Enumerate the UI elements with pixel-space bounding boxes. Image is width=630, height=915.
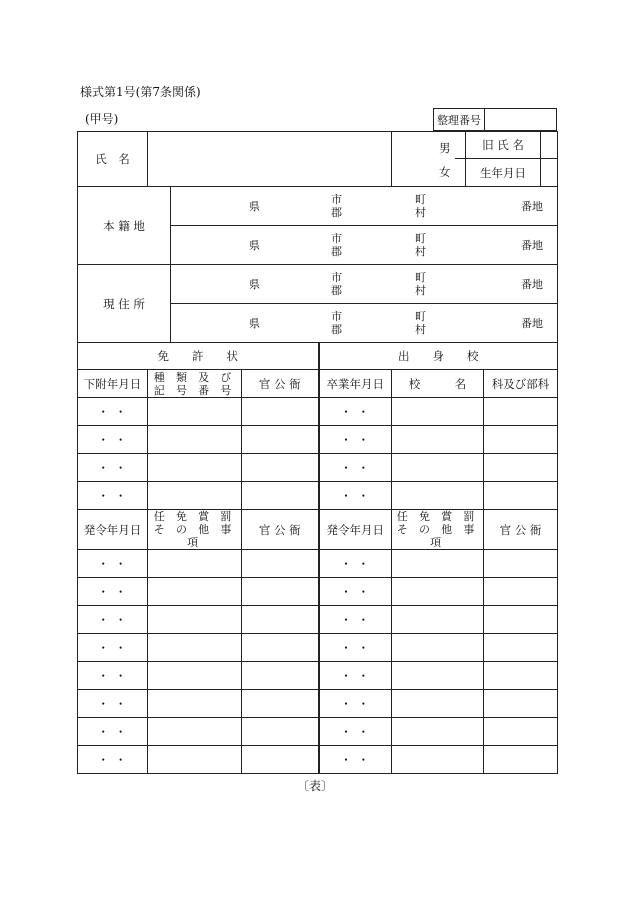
appointment-date-cell[interactable]: ・ ・ (319, 634, 392, 662)
license-office-cell[interactable] (242, 482, 319, 510)
page-side-label: 〔表〕 (296, 779, 333, 793)
appointment-date-cell[interactable]: ・ ・ (78, 634, 148, 662)
appointment-date-cell[interactable]: ・ ・ (319, 606, 392, 634)
table-row (78, 398, 558, 426)
pref-unit: 県 (249, 200, 260, 213)
lot-unit: 番地 (521, 317, 543, 330)
license-office-header: 官 公 衙 (242, 370, 319, 398)
license-type-cell[interactable] (148, 454, 242, 482)
appointment-item-cell[interactable] (148, 634, 242, 662)
school-section-title: 出 身 校 (319, 343, 558, 370)
appointment-rows (78, 550, 558, 774)
pref-unit: 県 (249, 239, 260, 252)
table-row (78, 662, 558, 690)
appointment-item-cell[interactable] (392, 662, 484, 690)
appointment-date-cell[interactable]: ・ ・ (319, 550, 392, 578)
city-unit: 市 (331, 193, 342, 206)
table-row (78, 550, 558, 578)
spacer-cell (455, 132, 466, 159)
appointment-office-cell[interactable] (242, 550, 319, 578)
form-title: 様式第1号(第7条関係) (80, 85, 201, 99)
license-type-cell[interactable] (148, 426, 242, 454)
appointment-office-cell[interactable] (484, 606, 558, 634)
appointment-office-cell[interactable] (242, 578, 319, 606)
appointment-date-cell[interactable]: ・ ・ (319, 690, 392, 718)
appointment-office-cell[interactable] (242, 662, 319, 690)
village-unit: 村 (415, 245, 426, 258)
school-name-cell[interactable] (392, 398, 484, 426)
license-date-cell[interactable]: ・ ・ (78, 398, 148, 426)
appointment-office-cell[interactable] (242, 718, 319, 746)
license-section-title: 免 許 状 (78, 343, 319, 370)
appointment-office-header: 官 公 衙 (484, 510, 558, 550)
appointment-office-cell[interactable] (484, 690, 558, 718)
lot-unit: 番地 (521, 200, 543, 213)
table-row (78, 426, 558, 454)
license-date-cell[interactable]: ・ ・ (78, 454, 148, 482)
serial-number-label: 整理番号 (434, 109, 485, 130)
town-village-unit (415, 310, 426, 336)
birth-date-label: 生年月日 (466, 159, 541, 187)
appointment-item-cell[interactable] (148, 578, 242, 606)
pref-unit: 県 (249, 278, 260, 291)
domicile-label: 本 籍 地 (78, 187, 171, 265)
license-date-header: 下附年月日 (78, 370, 148, 398)
school-dept-header: 科及び部科 (484, 370, 558, 398)
school-name-cell[interactable] (392, 454, 484, 482)
county-unit: 郡 (331, 284, 342, 297)
spacer-cell (455, 159, 466, 187)
license-office-cell[interactable] (242, 454, 319, 482)
license-type-header-line1: 種 類 及 び (153, 370, 236, 384)
residence-address-line[interactable] (171, 265, 558, 304)
former-name-field[interactable] (541, 132, 558, 159)
serial-number-field[interactable] (485, 109, 556, 130)
school-dept-cell[interactable] (484, 454, 558, 482)
appointment-office-cell[interactable] (242, 746, 319, 774)
town-unit: 町 (415, 310, 426, 323)
school-name-cell[interactable] (392, 482, 484, 510)
county-unit: 郡 (331, 323, 342, 336)
table-row (78, 690, 558, 718)
name-label: 氏 名 (78, 132, 148, 187)
former-name-label: 旧 氏 名 (466, 132, 541, 159)
appointment-date-cell[interactable]: ・ ・ (78, 606, 148, 634)
appointment-item-cell[interactable] (392, 718, 484, 746)
town-unit: 町 (415, 271, 426, 284)
appointment-date-cell[interactable]: ・ ・ (78, 718, 148, 746)
appointment-item-cell[interactable] (148, 690, 242, 718)
table-row (78, 482, 558, 510)
license-type-cell[interactable] (148, 482, 242, 510)
appointment-date-cell[interactable]: ・ ・ (78, 578, 148, 606)
female-option[interactable]: 女 (439, 165, 451, 179)
appointment-date-cell[interactable]: ・ ・ (319, 746, 392, 774)
name-field[interactable] (148, 132, 392, 187)
appointment-office-cell[interactable] (484, 634, 558, 662)
license-office-cell[interactable] (242, 398, 319, 426)
lot-unit: 番地 (521, 278, 543, 291)
appointment-date-cell[interactable]: ・ ・ (78, 690, 148, 718)
school-name-cell[interactable] (392, 426, 484, 454)
appointment-item-header-line2: そ の 他 事 項 (396, 523, 479, 549)
residence-address-line[interactable] (171, 304, 558, 343)
village-unit: 村 (415, 323, 426, 336)
appointment-date-header: 発令年月日 (319, 510, 392, 550)
county-unit: 郡 (331, 206, 342, 219)
license-school-rows (78, 398, 558, 510)
appointment-item-cell[interactable] (148, 746, 242, 774)
license-date-cell[interactable]: ・ ・ (78, 426, 148, 454)
appointment-date-cell[interactable]: ・ ・ (78, 550, 148, 578)
appointment-item-cell[interactable] (148, 718, 242, 746)
license-date-cell[interactable]: ・ ・ (78, 482, 148, 510)
appointment-item-cell[interactable] (148, 606, 242, 634)
residence-label: 現 住 所 (78, 265, 171, 343)
appointment-date-cell[interactable]: ・ ・ (319, 662, 392, 690)
city-county-unit (331, 232, 342, 258)
school-grad-cell[interactable]: ・ ・ (319, 454, 392, 482)
appointment-item-cell[interactable] (392, 550, 484, 578)
license-type-header-line2: 記 号 番 号 (153, 383, 236, 397)
domicile-address-line[interactable] (171, 226, 558, 265)
license-type-header (148, 370, 242, 398)
school-grad-cell[interactable]: ・ ・ (319, 398, 392, 426)
appointment-office-cell[interactable] (484, 662, 558, 690)
domicile-address-line[interactable] (171, 187, 558, 226)
school-name-header: 校 名 (392, 370, 484, 398)
town-village-unit (415, 232, 426, 258)
appointment-item-cell[interactable] (148, 550, 242, 578)
city-unit: 市 (331, 271, 342, 284)
appointment-item-header-line1: 任 免 賞 罰 (396, 510, 479, 523)
school-dept-cell[interactable] (484, 426, 558, 454)
appointment-date-cell[interactable]: ・ ・ (319, 578, 392, 606)
appointment-date-cell[interactable]: ・ ・ (78, 662, 148, 690)
town-village-unit (415, 271, 426, 297)
appointment-item-header (148, 510, 242, 550)
pref-unit: 県 (249, 317, 260, 330)
table-row (78, 578, 558, 606)
appointment-office-header: 官 公 衙 (242, 510, 319, 550)
appointment-office-cell[interactable] (242, 606, 319, 634)
city-county-unit (331, 193, 342, 219)
appointment-item-cell[interactable] (392, 606, 484, 634)
license-type-cell[interactable] (148, 398, 242, 426)
appointment-item-header-line1: 任 免 賞 罰 (153, 510, 236, 523)
school-grad-cell[interactable]: ・ ・ (319, 482, 392, 510)
sex-selector[interactable] (392, 132, 455, 187)
appointment-office-cell[interactable] (484, 550, 558, 578)
birth-date-field[interactable] (541, 159, 558, 187)
appointment-item-header (392, 510, 484, 550)
table-row (78, 746, 558, 774)
table-row (78, 606, 558, 634)
table-row (78, 634, 558, 662)
city-unit: 市 (331, 310, 342, 323)
serial-number-box (433, 108, 557, 131)
table-row (78, 718, 558, 746)
school-dept-cell[interactable] (484, 398, 558, 426)
appointment-office-cell[interactable] (484, 578, 558, 606)
appointment-date-cell[interactable]: ・ ・ (319, 718, 392, 746)
appointment-item-cell[interactable] (392, 690, 484, 718)
appointment-office-cell[interactable] (484, 746, 558, 774)
appointment-date-cell[interactable]: ・ ・ (78, 746, 148, 774)
appointment-date-header: 発令年月日 (78, 510, 148, 550)
appointment-item-cell[interactable] (392, 578, 484, 606)
appointment-item-cell[interactable] (392, 634, 484, 662)
male-option[interactable]: 男 (439, 141, 451, 155)
town-village-unit (415, 193, 426, 219)
appointment-item-cell[interactable] (392, 746, 484, 774)
appointment-item-header-line2: そ の 他 事 項 (153, 523, 236, 549)
city-county-unit (331, 310, 342, 336)
lot-unit: 番地 (521, 239, 543, 252)
city-county-unit (331, 271, 342, 297)
village-unit: 村 (415, 284, 426, 297)
appointment-item-cell[interactable] (148, 662, 242, 690)
county-unit: 郡 (331, 245, 342, 258)
appointment-office-cell[interactable] (242, 690, 319, 718)
appointment-office-cell[interactable] (484, 718, 558, 746)
town-unit: 町 (415, 232, 426, 245)
registration-form (77, 131, 558, 774)
school-dept-cell[interactable] (484, 482, 558, 510)
form-subtitle: (甲号) (85, 112, 119, 126)
table-row (78, 454, 558, 482)
license-office-cell[interactable] (242, 426, 319, 454)
village-unit: 村 (415, 206, 426, 219)
town-unit: 町 (415, 193, 426, 206)
school-grad-cell[interactable]: ・ ・ (319, 426, 392, 454)
city-unit: 市 (331, 232, 342, 245)
appointment-office-cell[interactable] (242, 634, 319, 662)
school-grad-header: 卒業年月日 (319, 370, 392, 398)
